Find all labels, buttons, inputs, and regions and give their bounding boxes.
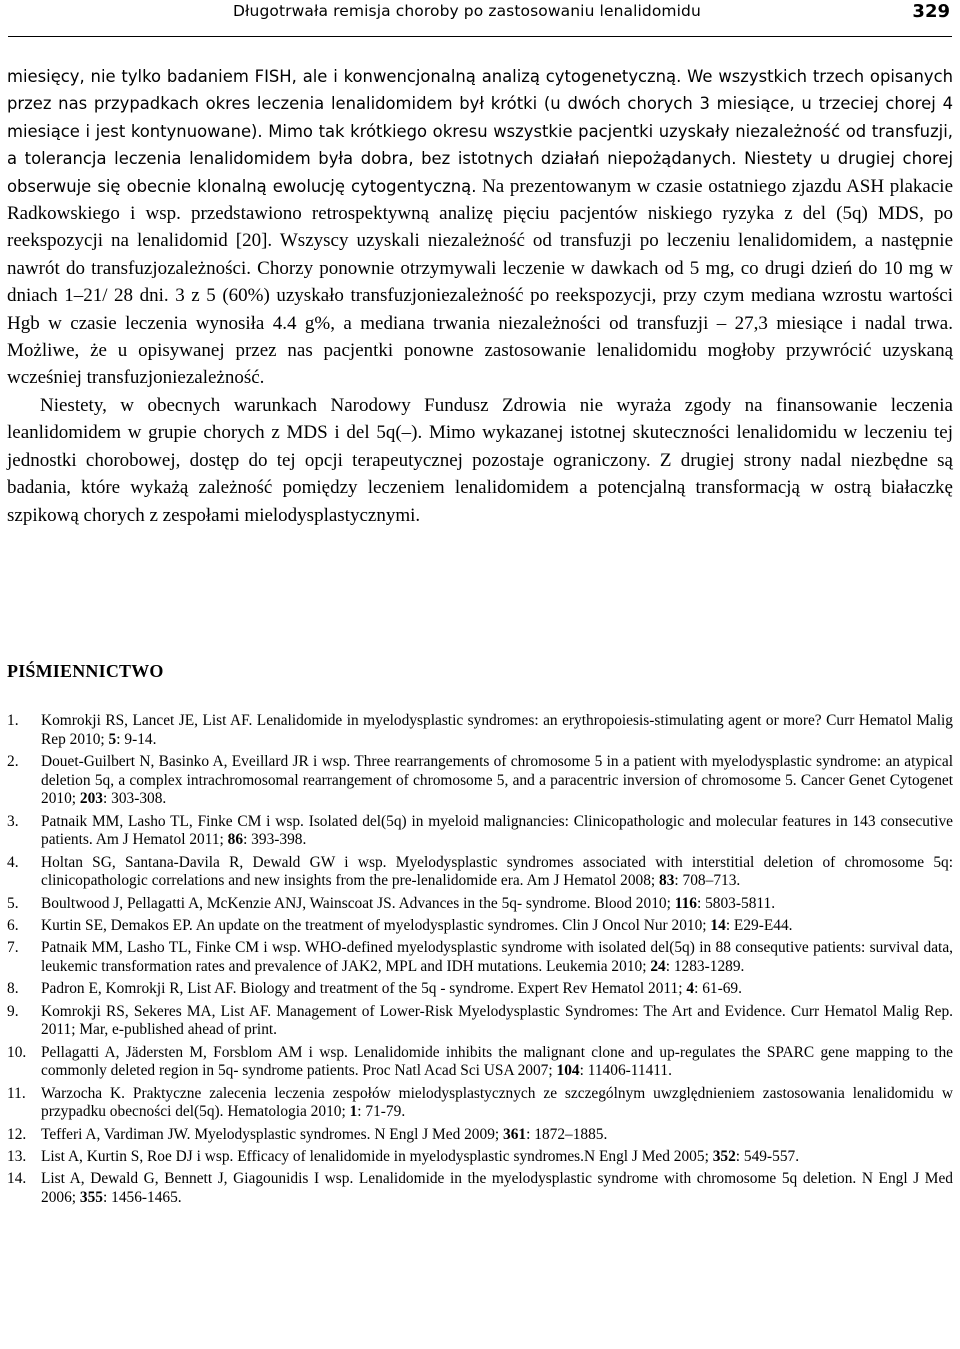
reference-citation: Patnaik MM, Lasho TL, Finke CM i wsp. Isolated del(5q) in myeloid malignancies: Clinicopathologic and molecular features in 143 consecutive patients. Am J Hematol 2011; — [41, 812, 953, 849]
reference-number: 13. — [7, 1148, 27, 1166]
reference-text — [41, 1170, 953, 1207]
reference-citation: Komrokji RS, Lancet JE, List AF. Lenalidomide in myelodysplastic syndromes: an erythropoiesis-stimulating agent or more? Curr Hematol Malig Rep 2010; — [41, 712, 953, 748]
reference-citation: Komrokji RS, Sekeres MA, List AF. Management of Lower-Risk Myelodysplastic Syndromes: The Art and Evidence. Curr Hematol Malig Rep. 2011; Mar, e-published ahead of print. — [41, 1002, 953, 1039]
reference-text — [41, 1085, 953, 1122]
reference-volume: 352 — [712, 1148, 736, 1166]
reference-pages: : E29-E44. — [725, 916, 793, 934]
reference-citation: Warzocha K. Praktyczne zalecenia leczenia zespołów mielodysplastycznych ze szczególnym uwzględnieniem zastosowania lenalidomidu w przypadku obecności del(5q). Hematologia 2010; — [41, 1084, 953, 1121]
reference-volume: 361 — [503, 1125, 527, 1143]
reference-pages: : 393-398. — [243, 831, 307, 849]
references-heading: PIŚMIENNICTWO — [7, 661, 164, 681]
reference-item — [7, 1126, 953, 1145]
reference-number: 1. — [7, 712, 19, 729]
reference-citation: List A, Dewald G, Bennett J, Giagounidis I wsp. Lenalidomide in the myelodysplastic syndrome with chromosome 5q deletion. N Engl J Med 2006; — [41, 1170, 953, 1207]
reference-number: 8. — [7, 980, 19, 998]
reference-volume: 203 — [79, 790, 103, 808]
running-title: Długotrwała remisja choroby po zastosowaniu lenalidomidu — [233, 2, 701, 20]
reference-volume: 14 — [710, 916, 726, 934]
reference-text — [41, 1003, 953, 1040]
references-list — [7, 712, 953, 1211]
reference-text — [41, 939, 953, 976]
reference-item — [7, 1148, 953, 1167]
reference-text — [41, 753, 953, 809]
reference-item — [7, 1003, 953, 1040]
body-paragraph-sans-run: miesięcy, nie tylko badaniem FISH, ale i konwencjonalną analizą cytogenetyczną. We wszystkich trzech opisanych przez nas przypadkach okres leczenia lenalidomidem był krótki (u dwóch chorych 3 miesiące, u trzeciej chorej 4 miesiące i jest kontynuowane). Mimo tak krótkiego okresu wszystkie pacjentki uzyskały niezależność od transfuzji, a tolerancja leczenia lenalidomidem była dobra, bez istotnych działań niepożądanych. Niestety u drugiej chorej obserwuje się obecnie klonalną ewolucję cytogentyczną. — [7, 67, 953, 196]
reference-item — [7, 1085, 953, 1122]
reference-item — [7, 813, 953, 850]
reference-citation: Holtan SG, Santana-Davila R, Dewald GW i wsp. Myelodysplastic syndromes associated with interstitial deletion of chromosome 5q: clinicopathologic correlations and new insights from the pre-lenalidomide era. Am J Hematol 2008; — [41, 853, 953, 890]
reference-volume: 24 — [650, 957, 666, 975]
reference-number: 14. — [7, 1170, 27, 1188]
reference-number: 4. — [7, 853, 19, 871]
reference-volume: 116 — [674, 894, 697, 912]
reference-volume: 1 — [349, 1103, 358, 1121]
reference-item — [7, 753, 953, 809]
reference-item — [7, 854, 953, 891]
reference-item — [7, 1044, 953, 1081]
reference-text — [41, 917, 953, 936]
reference-pages: : 549-557. — [735, 1148, 800, 1166]
reference-number: 3. — [7, 812, 19, 830]
reference-number: 6. — [7, 916, 19, 934]
reference-volume: 83 — [659, 872, 675, 890]
reference-item — [7, 895, 953, 914]
reference-citation: List A, Kurtin S, Roe DJ i wsp. Efficacy of lenalidomide in myelodysplastic syndromes.N Engl J Med 2005; — [41, 1148, 713, 1166]
reference-pages: : 61-69. — [694, 980, 742, 998]
reference-text — [41, 1126, 953, 1145]
reference-pages: : 5803-5811. — [696, 894, 776, 912]
reference-number: 5. — [7, 894, 19, 912]
body-paragraph-serif-run: Na prezentowanym w czasie ostatniego zjazdu ASH plakacie Radkowskiego i wsp. przedstawiono retrospektywną analizę pięciu pacjentów niskiego ryzyka z del (5q) MDS, po reekspozycji na lenalidomid [20]. Wszyscy uzyskali niezależność od transfuzji po leczeniu lenalidomidem, a następnie nawrót do transfuzjozależności. Chorzy ponownie otrzymywali leczenie w dawkach od 5 mg, co drugi dzień do 10 mg w dniach 1–21/ 28 dni. 3 z 5 (60%) uzyskało transfuzjoniezależność po reekspozycji, przy czym mediana wzrostu wartości Hgb w czasie leczenia wynosiła 4.4 g%, a mediana trwania niezależności od transfuzji – 27,3 miesiące i nadal trwa. Możliwe, że u opisywanej przez nas pacjentki ponowne zastosowanie lenalidomidu mogłoby przywrócić uzyskaną wcześniej transfuzjoniezależność. — [7, 175, 954, 389]
reference-pages: : 71-79. — [357, 1103, 406, 1121]
running-header — [8, 0, 952, 37]
reference-item — [7, 980, 953, 999]
reference-item — [7, 939, 953, 976]
reference-pages: : 1283-1289. — [665, 957, 745, 975]
reference-item — [7, 917, 953, 936]
reference-number: 9. — [7, 1002, 19, 1020]
reference-text — [41, 712, 953, 749]
reference-number: 2. — [7, 752, 19, 770]
reference-pages: : 11406-11411. — [579, 1062, 672, 1080]
reference-number: 10. — [7, 1043, 27, 1061]
reference-pages: : 708–713. — [674, 872, 741, 890]
reference-citation: Tefferi A, Vardiman JW. Myelodysplastic syndromes. N Engl J Med 2009; — [41, 1125, 504, 1143]
reference-item — [7, 1170, 953, 1207]
reference-volume: 5 — [108, 730, 117, 748]
reference-pages: : 1872–1885. — [526, 1125, 608, 1143]
reference-item — [7, 712, 953, 749]
reference-text — [41, 1044, 953, 1081]
reference-citation: Padron E, Komrokji R, List AF. Biology and treatment of the 5q - syndrome. Expert Rev Hematol 2011; — [41, 980, 687, 998]
reference-citation: Boultwood J, Pellagatti A, McKenzie ANJ, Wainscoat JS. Advances in the 5q- syndrome. Blood 2010; — [41, 894, 675, 912]
reference-citation: Patnaik MM, Lasho TL, Finke CM i wsp. WHO-defined myelodysplastic syndrome with isolated del(5q) in 88 consequtive patients: survival data, leukemic transformation rates and prevalence of JAK2, MPL and IDH mutations. Leukemia 2010; — [41, 939, 953, 975]
reference-citation: Douet-Guilbert N, Basinko A, Eveillard JR i wsp. Three rearrangements of chromosome 5 in a patient with myelodysplastic syndrome: an atypical deletion 5q, a complex intrachromosomal rearrangement of chromosome 5, and a paracentric inversion of chromosome 5. Cancer Genet Cytogenet 2010; — [41, 752, 953, 808]
reference-citation: Kurtin SE, Demakos EP. An update on the treatment of myelodysplastic syndromes. Clin J Oncol Nur 2010; — [41, 916, 711, 934]
page-number: 329 — [912, 1, 950, 22]
reference-pages: : 9-14. — [116, 730, 157, 748]
body-paragraph: Niestety, w obecnych warunkach Narodowy Fundusz Zdrowia nie wyraża zgody na finansowanie leczenia leanlidomidem w grupie chorych z MDS i del 5q(–). Mimo wykazanej istotnej skuteczności lenalidomidu w leczeniu tej jednostki chorobowej, dostęp do tej opcji terapeutycznej pozostaje ograniczony. Z drugiej strony nadal niezbędne są badania, które wykażą zależność pomiędzy leczeniem lenalidomidem a potencjalną transformacją w ostrą białaczkę szpikową chorych z zespołami mielodysplastycznymi. — [7, 394, 953, 526]
reference-citation: Pellagatti A, Jädersten M, Forsblom AM i wsp. Lenalidomide inhibits the malignant clone and up-regulates the SPARC gene mapping to the commonly deleted region in 5q- syndrome patients. Proc Natl Acad Sci USA 2007; — [41, 1043, 953, 1080]
reference-volume: 86 — [227, 831, 244, 849]
reference-volume: 4 — [686, 980, 695, 998]
reference-number: 7. — [7, 939, 19, 957]
reference-volume: 355 — [79, 1189, 103, 1207]
reference-number: 12. — [7, 1125, 27, 1143]
reference-text — [41, 1148, 953, 1167]
reference-text — [41, 854, 953, 891]
body-text — [7, 63, 953, 529]
body-paragraph — [7, 63, 953, 392]
reference-text — [41, 980, 953, 999]
reference-pages: : 303-308. — [103, 790, 167, 808]
reference-text — [41, 813, 953, 850]
reference-volume: 104 — [556, 1062, 580, 1080]
reference-number: 11. — [7, 1084, 26, 1102]
reference-pages: : 1456-1465. — [103, 1189, 182, 1207]
reference-text — [41, 895, 953, 914]
